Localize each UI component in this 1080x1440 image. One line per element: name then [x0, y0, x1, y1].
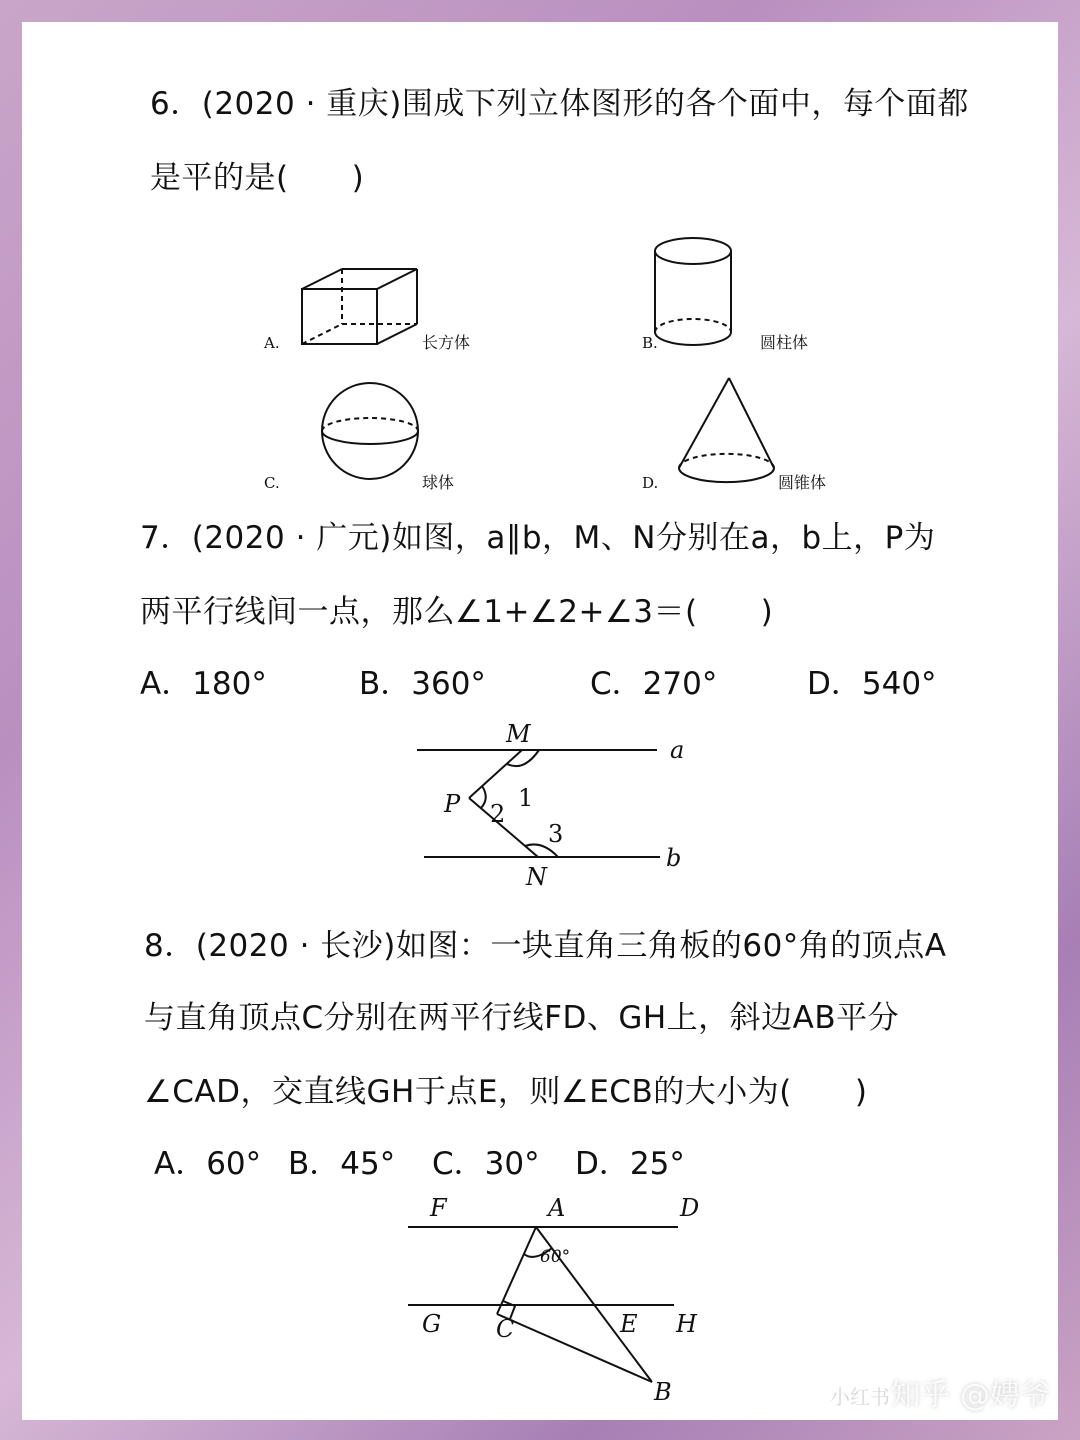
q7-option-a: A．180° [140, 666, 267, 702]
label-e: E [620, 1310, 638, 1338]
watermark-main: 知乎 @娉爷 [890, 1378, 1050, 1413]
segment-mp [469, 750, 522, 798]
option-a-name: 长方体 [422, 333, 471, 352]
label-c: C [496, 1315, 515, 1343]
label-m: M [506, 720, 531, 748]
q6-line1: 6．(2020 · 重庆)围成下列立体图形的各个面中，每个面都 [150, 86, 969, 122]
q8-option-c: C．30° [432, 1146, 540, 1182]
cone-figure [679, 378, 774, 482]
option-b-letter: B. [642, 334, 658, 352]
q8-option-d: D．25° [575, 1146, 685, 1182]
option-c-letter: C. [264, 474, 280, 492]
option-d-letter: D. [642, 474, 659, 492]
q6-solids-figure [252, 212, 852, 492]
label-3: 3 [548, 820, 564, 848]
label-n: N [526, 863, 547, 891]
q8-line3: ∠CAD，交直线GH于点E，则∠ECB的大小为( ) [144, 1074, 868, 1110]
label-g: G [422, 1310, 442, 1338]
q7-option-b: B．360° [359, 666, 486, 702]
label-60-degree: 60° [540, 1247, 571, 1267]
option-c-name: 球体 [422, 473, 455, 492]
q7-line2: 两平行线间一点，那么∠1+∠2+∠3＝( ) [140, 594, 774, 630]
q8-option-b: B．45° [288, 1146, 396, 1182]
cuboid-figure [302, 269, 417, 344]
q8-triangle-figure [392, 1192, 722, 1406]
q8-line1: 8．(2020 · 长沙)如图：一块直角三角板的60°角的顶点A [144, 928, 947, 964]
option-d-name: 圆锥体 [778, 473, 827, 492]
sphere-figure [322, 383, 418, 479]
label-h: H [676, 1310, 697, 1338]
side-ac [497, 1227, 536, 1314]
q7-option-c: C．270° [590, 666, 718, 702]
label-b-point: B [654, 1378, 672, 1406]
label-f: F [430, 1194, 447, 1222]
q8-option-a: A．60° [154, 1146, 262, 1182]
q7-option-d: D．540° [807, 666, 937, 702]
label-1: 1 [518, 784, 534, 812]
cylinder-figure [655, 238, 731, 345]
q8-line2: 与直角顶点C分别在两平行线FD、GH上，斜边AB平分 [144, 1000, 900, 1036]
option-b-name: 圆柱体 [760, 333, 809, 352]
label-d: D [680, 1194, 700, 1222]
label-2: 2 [490, 800, 506, 828]
q7-parallel-lines-figure [402, 712, 722, 892]
q6-line2: 是平的是( ) [150, 160, 365, 196]
watermark-small: 小红书 [830, 1385, 890, 1409]
angle-2-arc [481, 786, 486, 808]
worksheet-page [22, 22, 1058, 1420]
label-p: P [444, 790, 461, 818]
label-b: b [666, 844, 682, 872]
label-a: a [670, 736, 685, 764]
q7-line1: 7．(2020 · 广元)如图，a∥b，M、N分别在a，b上，P为 [140, 520, 936, 556]
label-a-point: A [548, 1194, 566, 1222]
option-a-letter: A. [264, 334, 280, 352]
